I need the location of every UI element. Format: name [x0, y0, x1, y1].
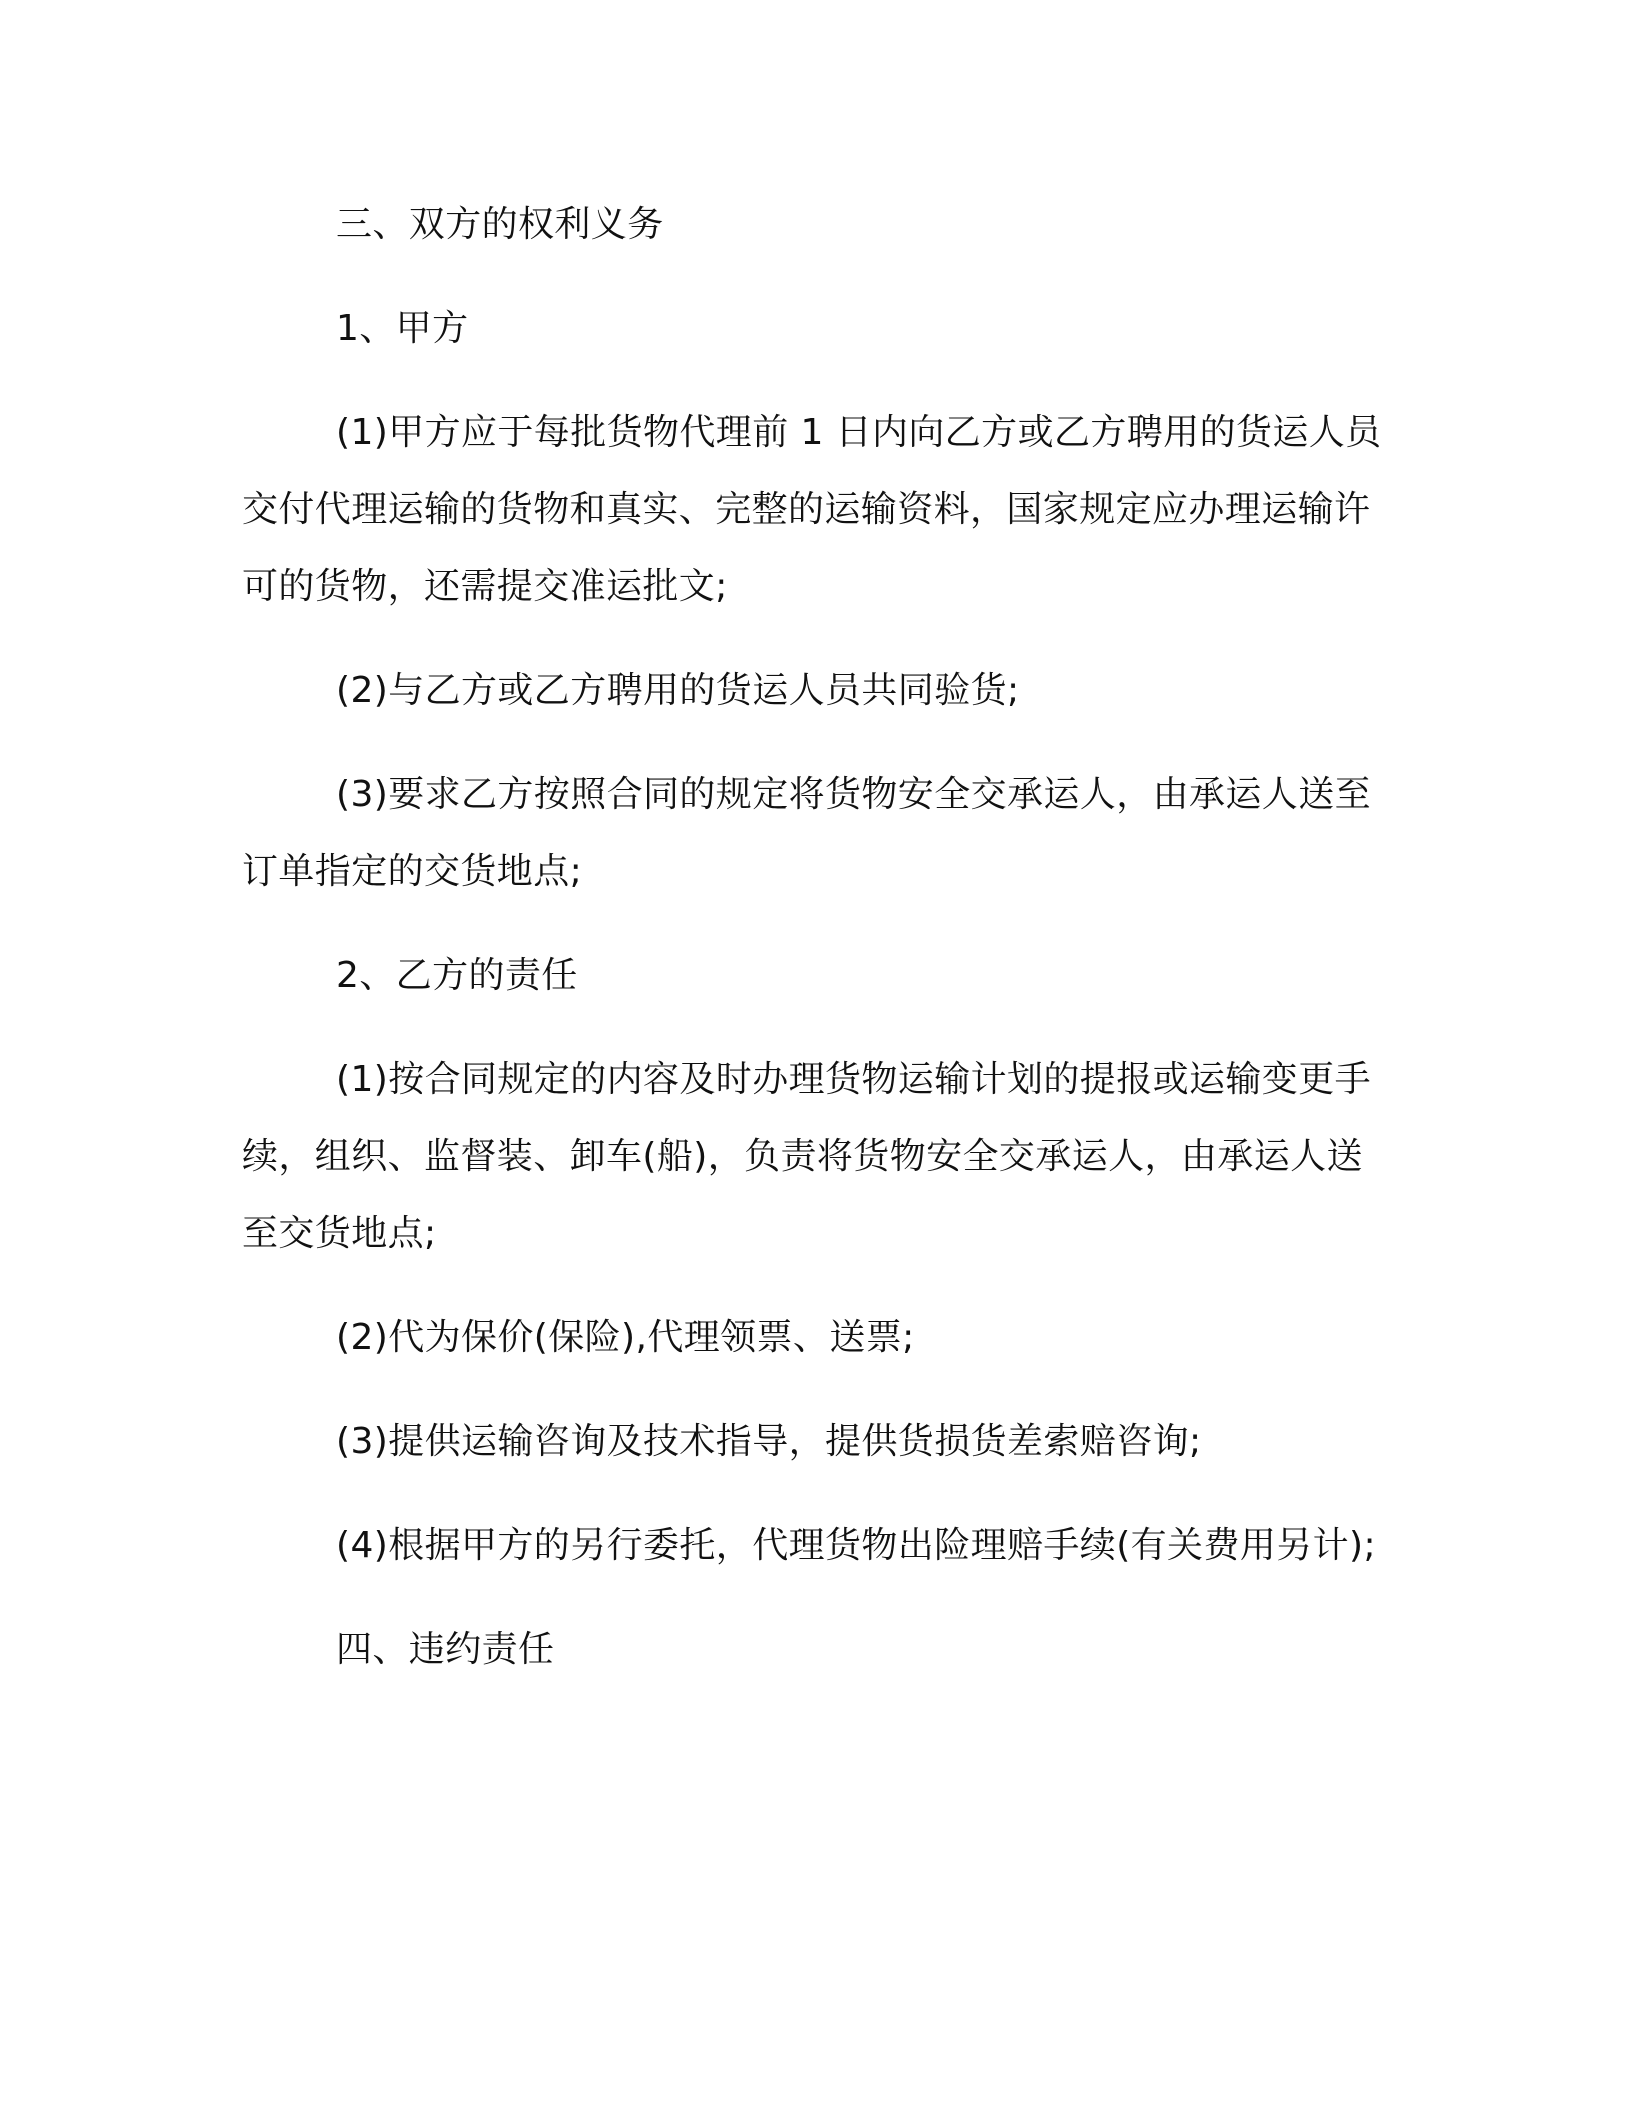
clause-party-b-4: (4)根据甲方的另行委托，代理货物出险理赔手续(有关费用另计); [336, 1525, 1377, 1566]
document-body [242, 186, 1392, 1715]
clause-party-b-1: (1)按合同规定的内容及时办理货物运输计划的提报或运输变更手续，组织、监督装、卸车(船)，负责将货物安全交承运人，由承运人送至交货地点; [242, 1059, 1371, 1254]
subsection-heading-party-b: 2、乙方的责任 [336, 955, 578, 996]
clause-party-a-2: (2)与乙方或乙方聘用的货运人员共同验货; [336, 670, 1020, 711]
clause-party-b-3: (3)提供运输咨询及技术指导，提供货损货差索赔咨询; [336, 1421, 1202, 1462]
section-heading-rights-obligations: 三、双方的权利义务 [336, 204, 664, 245]
section-heading-breach-liability: 四、违约责任 [336, 1629, 555, 1670]
clause-party-b-2: (2)代为保价(保险),代理领票、送票; [336, 1317, 915, 1358]
subsection-heading-party-a: 1、甲方 [336, 308, 469, 349]
clause-party-a-3: (3)要求乙方按照合同的规定将货物安全交承运人，由承运人送至订单指定的交货地点; [242, 774, 1371, 892]
clause-party-a-1: (1)甲方应于每批货物代理前 1 日内向乙方或乙方聘用的货运人员交付代理运输的货物和真实、完整的运输资料，国家规定应办理运输许可的货物，还需提交准运批文; [242, 412, 1382, 607]
